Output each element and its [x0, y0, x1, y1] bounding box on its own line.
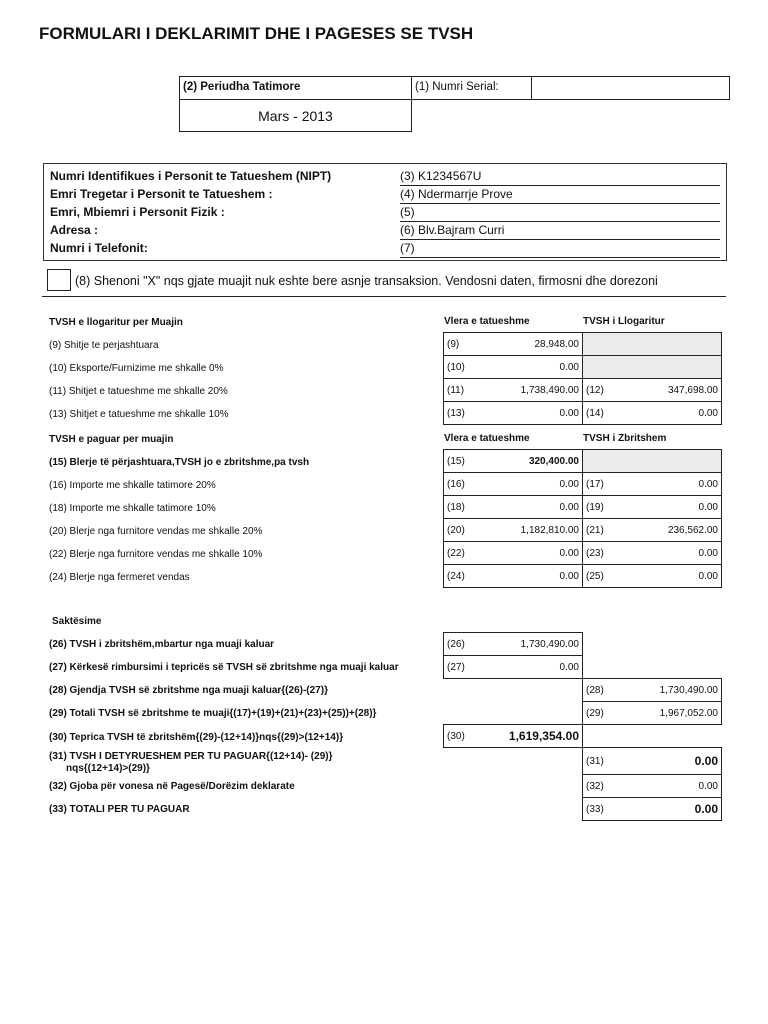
- row-26-label: (26) TVSH i zbritshëm,mbartur nga muaji kaluar: [49, 639, 275, 650]
- field-9-vat-disabled: [582, 332, 722, 356]
- purchases-heading: TVSH e paguar per muajin: [49, 434, 174, 445]
- field-21[interactable]: (21) 236,562.00: [582, 518, 722, 542]
- row-28-label: (28) Gjendja TVSH së zbritshme nga muaji kaluar{(26)-(27)}: [49, 685, 328, 696]
- row-27-label: (27) Kërkesë rimbursimi i tepricës së TVSH së zbritshme nga muaji kaluar: [49, 662, 399, 673]
- nipt-label: Numri Identifikues i Personit te Tatueshem (NIPT): [50, 169, 332, 183]
- adjustments-heading: Saktësime: [52, 616, 102, 627]
- row-31-label-cont: nqs{(12+14)>(29)}: [66, 763, 150, 774]
- row-16-label: (16) Importe me shkalle tatimore 20%: [49, 480, 216, 491]
- row-31-label: (31) TVSH I DETYRUESHEM PER TU PAGUAR{(12+14)- (29)}: [49, 751, 333, 762]
- trade-name-label: Emri Tregetar i Personit te Tatueshem :: [50, 187, 273, 201]
- field-20[interactable]: (20) 1,182,810.00: [443, 518, 583, 542]
- field-15[interactable]: (15) 320,400.00: [443, 449, 583, 473]
- sales-col-vat: TVSH i Llogaritur: [583, 316, 665, 327]
- period-value-field[interactable]: [179, 99, 412, 132]
- field-11[interactable]: (11) 1,738,490.00: [443, 378, 583, 402]
- field-16[interactable]: (16) 0.00: [443, 472, 583, 496]
- period-value: Mars - 2013: [258, 108, 333, 124]
- row-20-label: (20) Blerje nga furnitore vendas me shkalle 20%: [49, 526, 263, 537]
- serial-label-cell: [411, 76, 532, 100]
- person-name-label: Emri, Mbiemri i Personit Fizik :: [50, 205, 225, 219]
- person-name-field[interactable]: (5): [400, 205, 720, 222]
- field-18[interactable]: (18) 0.00: [443, 495, 583, 519]
- phone-field[interactable]: (7): [400, 241, 720, 258]
- serial-label: (1) Numri Serial:: [415, 81, 499, 93]
- period-label: (2) Periudha Tatimore: [183, 81, 301, 93]
- phone-label: Numri i Telefonit:: [50, 241, 148, 255]
- field-10-vat-disabled: [582, 355, 722, 379]
- field-26[interactable]: (26) 1,730,490.00: [443, 632, 583, 656]
- field-27[interactable]: (27) 0.00: [443, 655, 583, 679]
- field-33[interactable]: (33) 0.00: [582, 797, 722, 821]
- row-33-label: (33) TOTALI PER TU PAGUAR: [49, 804, 190, 815]
- form-title: FORMULARI I DEKLARIMIT DHE I PAGESES SE TVSH: [39, 24, 474, 43]
- nipt-field[interactable]: (3) K1234567U: [400, 169, 720, 186]
- no-transaction-text: (8) Shenoni "X" nqs gjate muajit nuk eshte bere asnje transaksion. Vendosni daten, firmosni dhe dorezoni: [75, 274, 658, 288]
- serial-number-field[interactable]: [531, 76, 730, 100]
- row-29-label: (29) Totali TVSH së zbritshme te muaji{(17)+(19)+(21)+(23)+(25))+(28)}: [49, 708, 377, 719]
- purchases-col-taxable: Vlera e tatueshme: [444, 433, 530, 444]
- period-label-cell: [179, 76, 412, 100]
- field-14[interactable]: (14) 0.00: [582, 401, 722, 425]
- row-10-label: (10) Eksporte/Furnizime me shkalle 0%: [49, 363, 224, 374]
- sales-col-taxable: Vlera e tatueshme: [444, 316, 530, 327]
- field-24[interactable]: (24) 0.00: [443, 564, 583, 588]
- field-22[interactable]: (22) 0.00: [443, 541, 583, 565]
- taxpayer-info-box: [43, 163, 727, 261]
- field-32[interactable]: (32) 0.00: [582, 774, 722, 798]
- row-24-label: (24) Blerje nga fermeret vendas: [49, 572, 190, 583]
- trade-name-field[interactable]: (4) Ndermarrje Prove: [400, 187, 720, 204]
- field-23[interactable]: (23) 0.00: [582, 541, 722, 565]
- field-28[interactable]: (28) 1,730,490.00: [582, 678, 722, 702]
- row-13-label: (13) Shitjet e tatueshme me shkalle 10%: [49, 409, 229, 420]
- row-32-label: (32) Gjoba për vonesa në Pagesë/Dorëzim deklarate: [49, 781, 295, 792]
- purchases-col-vat: TVSH i Zbritshem: [583, 433, 667, 444]
- field-25[interactable]: (25) 0.00: [582, 564, 722, 588]
- field-9[interactable]: (9) 28,948.00: [443, 332, 583, 356]
- field-17[interactable]: (17) 0.00: [582, 472, 722, 496]
- field-19[interactable]: (19) 0.00: [582, 495, 722, 519]
- field-29[interactable]: (29) 1,967,052.00: [582, 701, 722, 725]
- field-15-vat-disabled: [582, 449, 722, 473]
- address-field[interactable]: (6) Blv.Bajram Curri: [400, 223, 720, 240]
- field-12[interactable]: (12) 347,698.00: [582, 378, 722, 402]
- field-10[interactable]: (10) 0.00: [443, 355, 583, 379]
- row-11-label: (11) Shitjet e tatueshme me shkalle 20%: [49, 386, 228, 397]
- row-22-label: (22) Blerje nga furnitore vendas me shkalle 10%: [49, 549, 263, 560]
- row-30-label: (30) Teprica TVSH të zbritshëm{(29)-(12+14)}nqs{(29)>(12+14)}: [49, 732, 344, 743]
- section-divider: [42, 296, 726, 297]
- address-label: Adresa :: [50, 223, 99, 237]
- row-9-label: (9) Shitje te perjashtuara: [49, 340, 159, 351]
- row-15-label: (15) Blerje të përjashtuara,TVSH jo e zbritshme,pa tvsh: [49, 457, 310, 468]
- no-transaction-checkbox[interactable]: [47, 269, 71, 291]
- row-18-label: (18) Importe me shkalle tatimore 10%: [49, 503, 216, 514]
- field-31[interactable]: (31) 0.00: [582, 747, 722, 775]
- field-30[interactable]: (30) 1,619,354.00: [443, 724, 583, 748]
- field-13[interactable]: (13) 0.00: [443, 401, 583, 425]
- sales-heading: TVSH e llogaritur per Muajin: [49, 317, 183, 328]
